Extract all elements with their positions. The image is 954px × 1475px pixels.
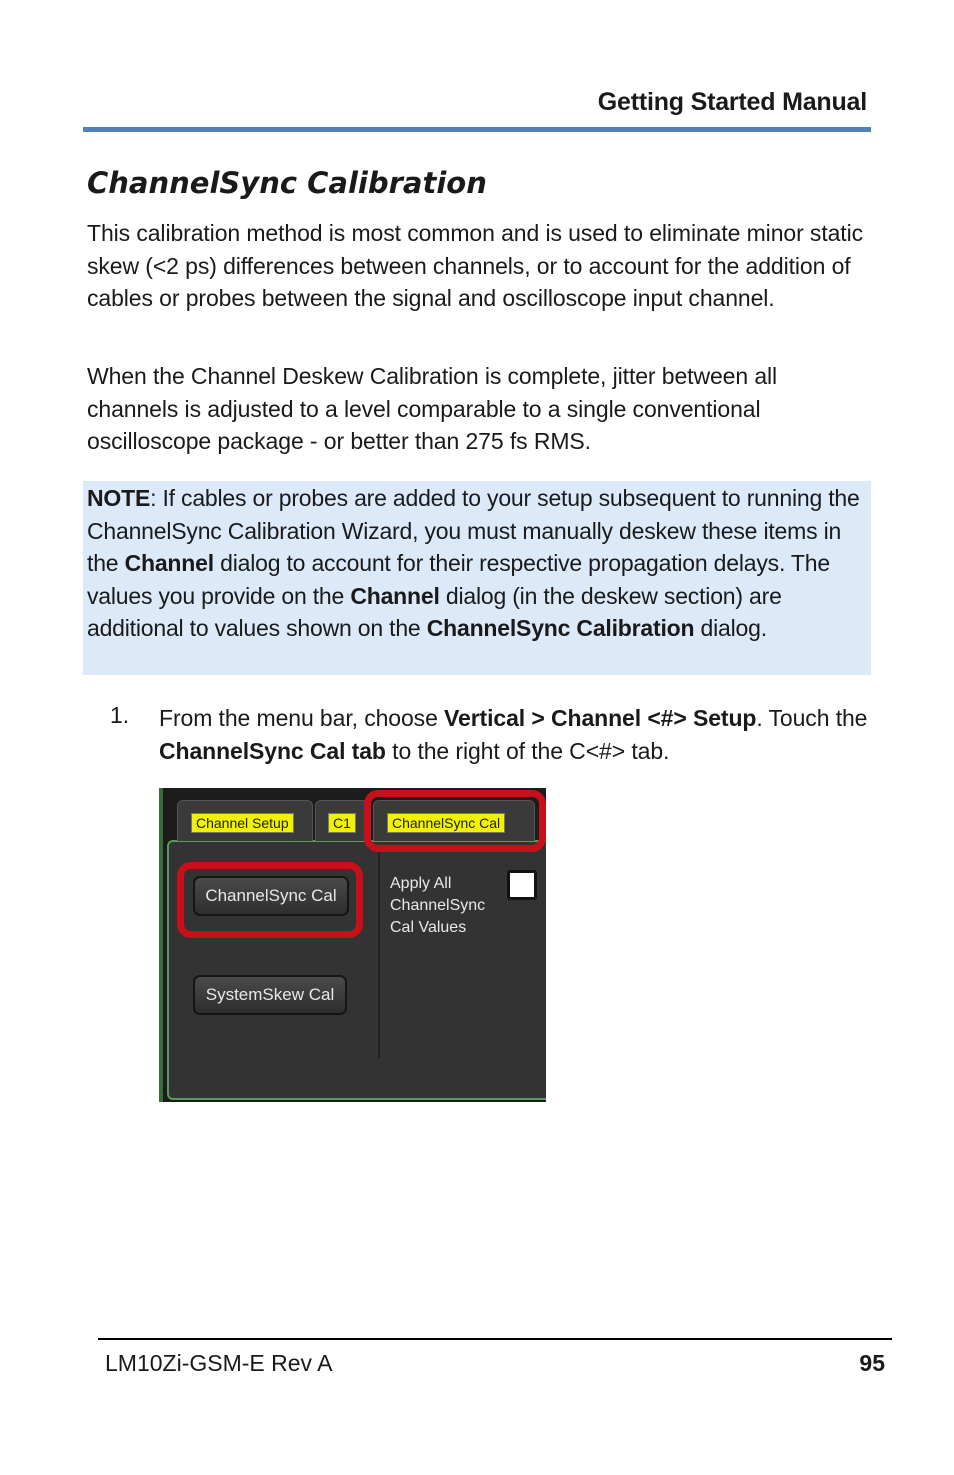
note-box	[83, 481, 871, 675]
step-number: 1.	[110, 702, 130, 728]
note-segment: dialog (in the deskew section) are additional to values shown on the	[87, 582, 782, 641]
footer-rule	[98, 1338, 892, 1340]
step-text	[159, 702, 869, 767]
paragraph-2: When the Channel Deskew Calibration is complete, jitter between all channels is adjusted to a level comparable to a single conventional oscilloscope package - or better than 275 fs RMS.	[87, 363, 778, 454]
systemskew-cal-button[interactable]: SystemSkew Cal	[193, 975, 347, 1015]
tab-label: ChannelSync Cal	[387, 813, 505, 833]
note-label: NOTE	[87, 485, 151, 511]
header-rule	[83, 127, 871, 132]
footer-doc-id: LM10Zi-GSM-E Rev A	[105, 1350, 333, 1376]
note-segment: : If cables or probes are added to your setup subsequent to running the ChannelSync Calibration Wizard, you must manually deskew these items in the	[87, 485, 860, 576]
tab-channel-setup[interactable]	[177, 800, 313, 841]
section-heading: ChannelSync Calibration	[87, 166, 487, 200]
note-segment: dialog.	[694, 615, 767, 641]
apply-all-checkbox[interactable]	[507, 870, 537, 900]
channelsync-screenshot	[159, 788, 546, 1102]
running-header: Getting Started Manual	[597, 88, 867, 116]
step-segment: From the menu bar, choose	[159, 705, 445, 731]
step-segment: . Touch the	[756, 705, 868, 731]
page-number: 95	[859, 1350, 885, 1376]
step-bold: Vertical > Channel <#> Setup	[444, 705, 757, 731]
step-bold: ChannelSync Cal tab	[159, 737, 386, 764]
paragraph-1: This calibration method is most common and is used to eliminate minor static skew (<2 ps) differences between channels, or to account for the addition of cables or probes between the signal and oscilloscope input channel.	[87, 220, 864, 311]
note-bold: Channel	[124, 550, 214, 576]
tab-label: C1	[328, 813, 356, 833]
note-segment: dialog to account for their respective propagation delays. The values you provide on the	[87, 550, 830, 609]
note-text	[87, 482, 871, 645]
panel-divider	[378, 850, 380, 1058]
note-bold: ChannelSync Calibration	[426, 615, 695, 641]
tab-highlight	[364, 790, 546, 852]
panel-edge	[159, 788, 163, 1102]
channelsync-cal-button[interactable]: ChannelSync Cal	[193, 876, 349, 916]
step-segment: to the right of the C<#> tab.	[385, 737, 670, 764]
button-highlight	[177, 862, 363, 938]
tab-c1[interactable]	[315, 800, 369, 841]
apply-all-label: Apply All ChannelSync Cal Values	[390, 875, 486, 936]
note-bold: Channel	[350, 582, 440, 609]
tab-label: Channel Setup	[191, 813, 294, 833]
